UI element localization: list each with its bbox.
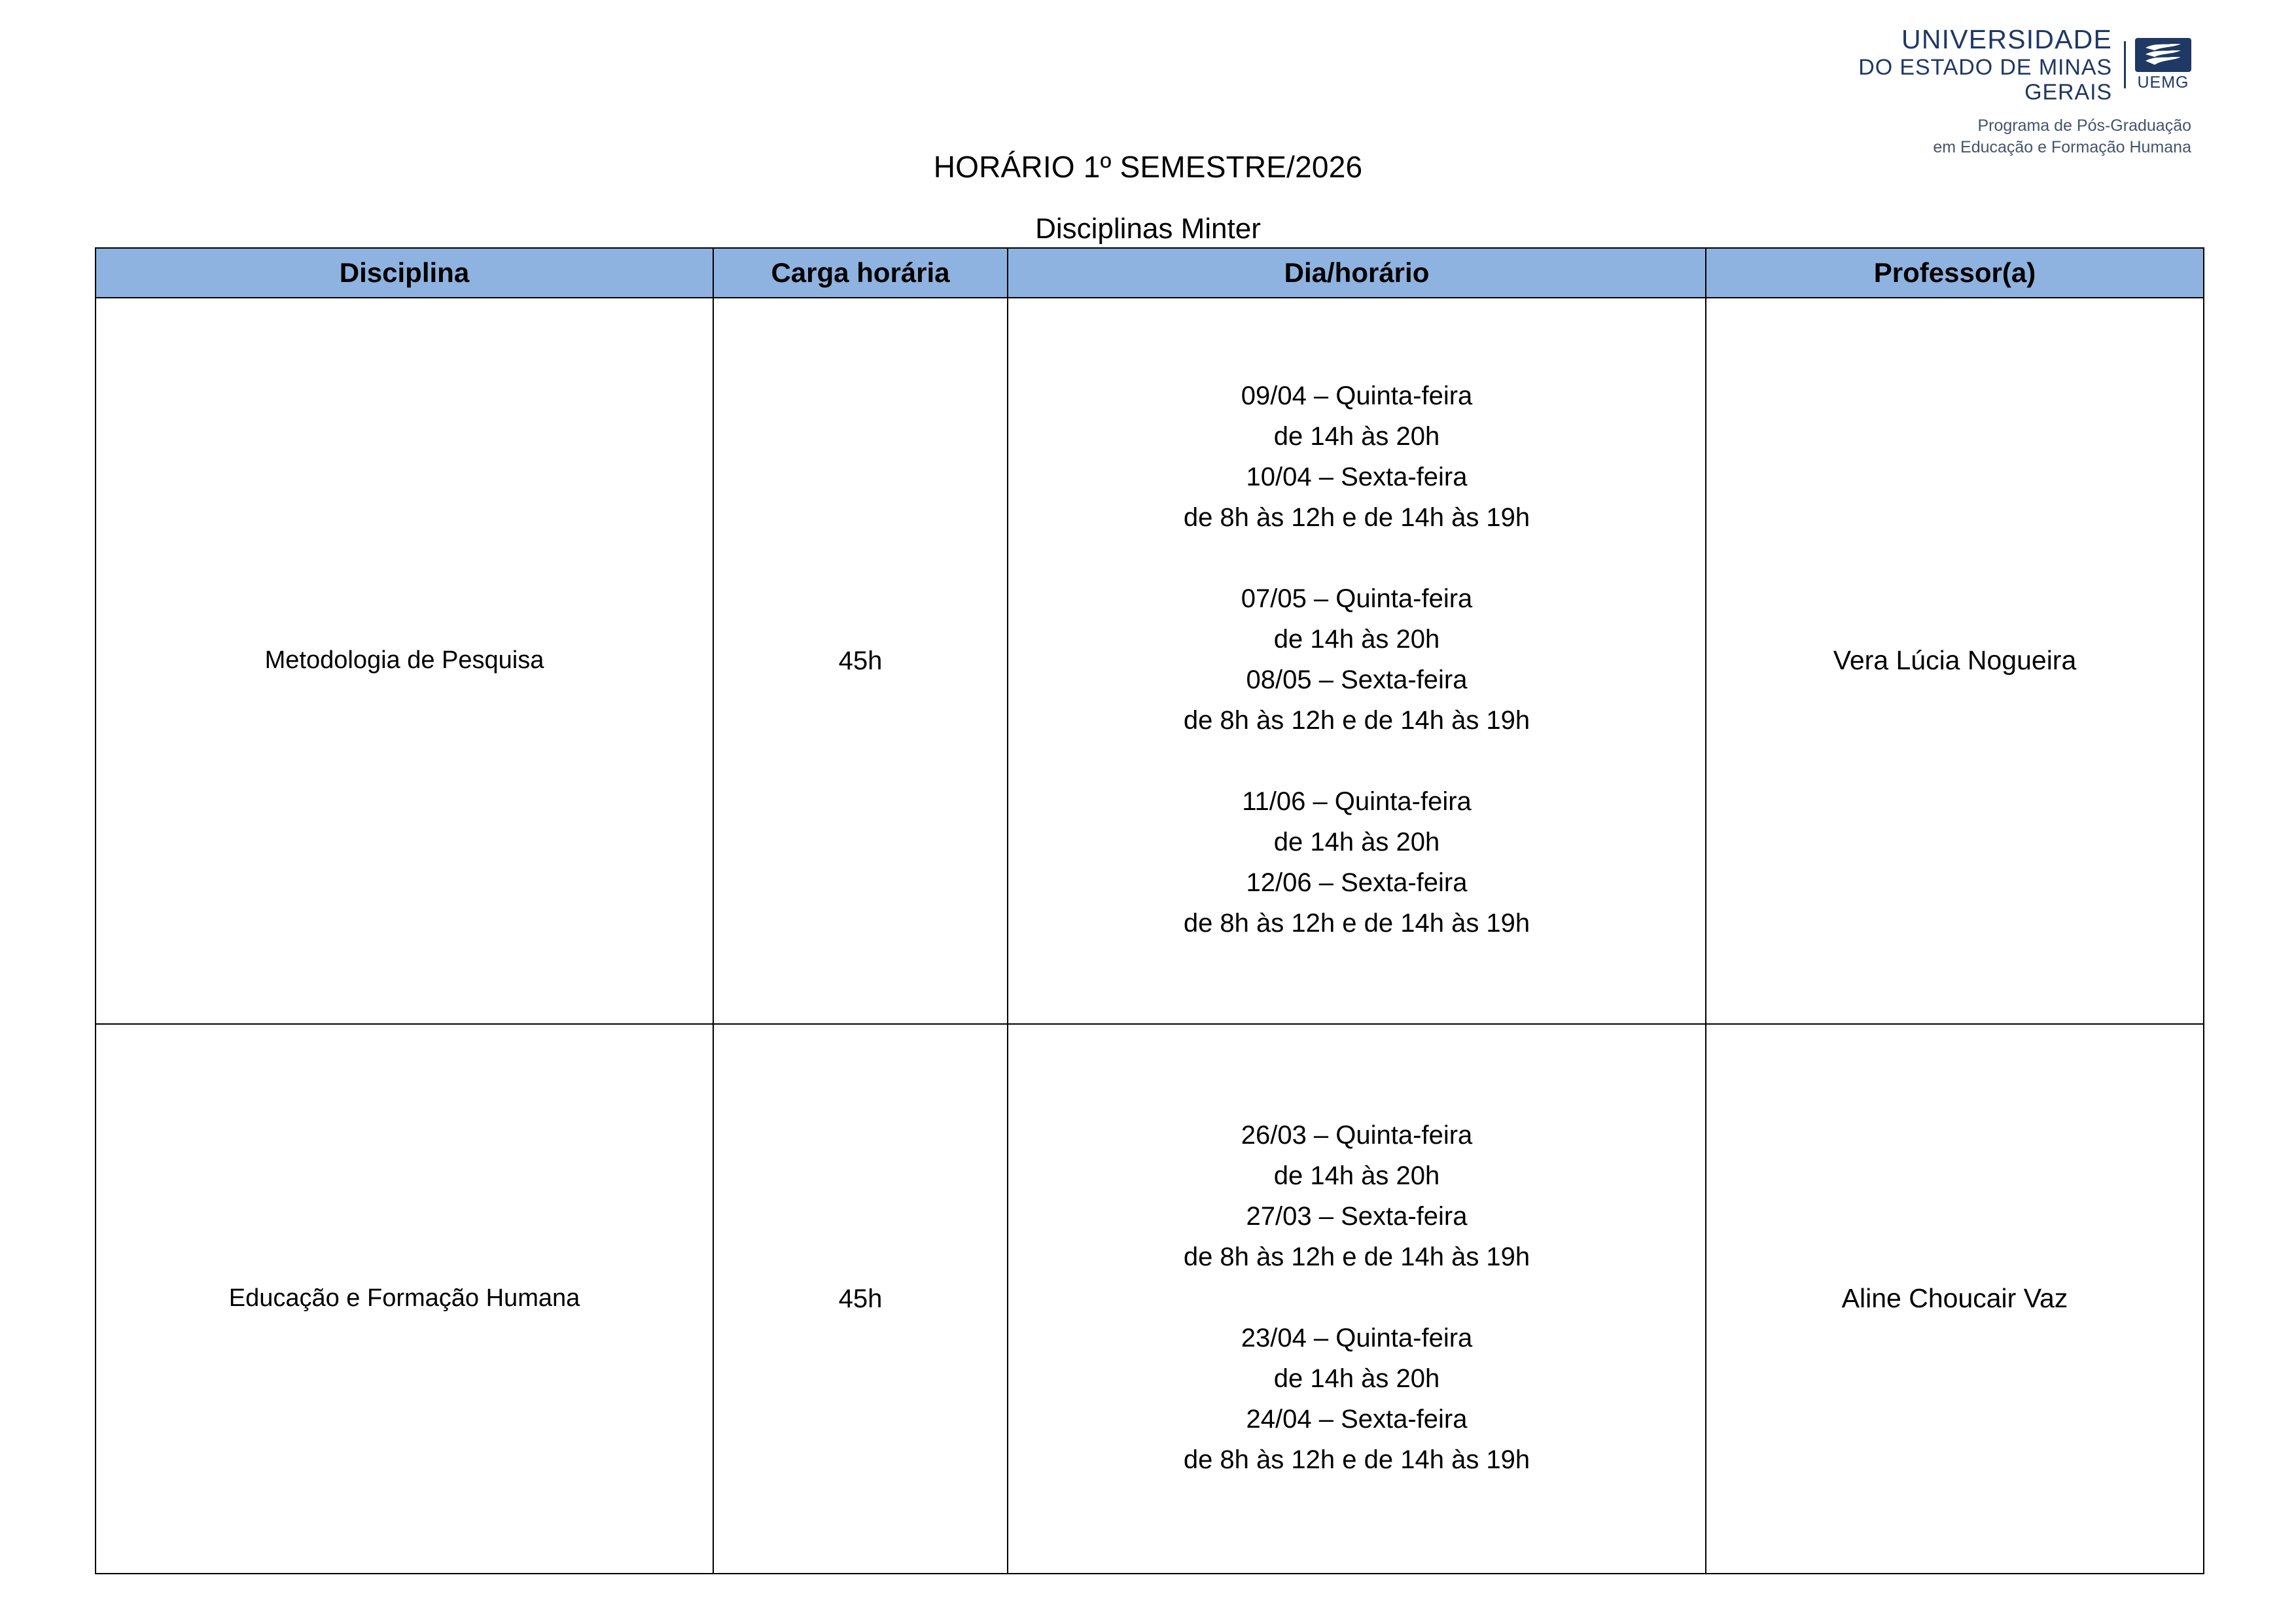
program-name-line-2: em Educação e Formação Humana [1933, 138, 2191, 157]
logo-mark [2124, 38, 2191, 92]
table-row [96, 1024, 2204, 1574]
schedule-line: 24/04 – Sexta-feira [1246, 1405, 1468, 1434]
schedule-line: 27/03 – Sexta-feira [1246, 1202, 1468, 1231]
schedule-line: de 14h às 20h [1273, 1364, 1440, 1393]
schedule-line: 07/05 – Quinta-feira [1241, 584, 1473, 613]
table-header-row [96, 248, 2204, 298]
cell-carga-horaria: 45h [713, 1024, 1008, 1574]
schedule-line: 11/06 – Quinta-feira [1242, 787, 1472, 816]
schedule-group [1015, 1318, 1699, 1480]
table-row [96, 298, 2204, 1024]
logo-line-2: DO ESTADO DE MINAS GERAIS [1858, 54, 2112, 105]
cell-professor: Vera Lúcia Nogueira [1706, 298, 2204, 1024]
logo-row [1773, 25, 2191, 105]
uemg-emblem-icon [2135, 38, 2191, 72]
uemg-badge-label: UEMG [2137, 73, 2189, 92]
cell-disciplina: Metodologia de Pesquisa [96, 298, 713, 1024]
uemg-badge [2135, 38, 2191, 92]
column-header-professor: Professor(a) [1706, 248, 2204, 298]
schedule-line: de 14h às 20h [1273, 1161, 1440, 1190]
program-name-line-1: Programa de Pós-Graduação [1977, 116, 2191, 135]
logo-wordmark [1773, 25, 2112, 105]
page-subtitle: Disciplinas Minter [1035, 213, 1261, 245]
schedule-group [1015, 376, 1699, 538]
schedule-line: de 14h às 20h [1273, 422, 1440, 451]
column-header-carga-horaria: Carga horária [713, 248, 1008, 298]
column-header-disciplina: Disciplina [96, 248, 713, 298]
column-header-dia-horario: Dia/horário [1008, 248, 1706, 298]
schedule-group [1015, 578, 1699, 741]
logo-line-1: UNIVERSIDADE [1901, 24, 2112, 54]
schedule-line: 12/06 – Sexta-feira [1246, 868, 1468, 897]
schedule-line: de 8h às 12h e de 14h às 19h [1183, 706, 1530, 735]
schedule-line: 09/04 – Quinta-feira [1241, 381, 1473, 410]
schedule-line: de 14h às 20h [1273, 625, 1440, 654]
schedule-line: 23/04 – Quinta-feira [1241, 1324, 1473, 1352]
cell-carga-horaria: 45h [713, 298, 1008, 1024]
schedule-group [1015, 1115, 1699, 1277]
schedule-line: de 14h às 20h [1273, 828, 1440, 856]
schedule-line: 08/05 – Sexta-feira [1246, 665, 1468, 694]
schedule-line: de 8h às 12h e de 14h às 19h [1183, 909, 1530, 938]
institutional-logo [1773, 25, 2191, 158]
schedule-group [1015, 781, 1699, 944]
cell-dia-horario [1008, 298, 1706, 1024]
schedule-line: 26/03 – Quinta-feira [1241, 1121, 1473, 1150]
schedule-line: de 8h às 12h e de 14h às 19h [1183, 503, 1530, 532]
cell-disciplina: Educação e Formação Humana [96, 1024, 713, 1574]
schedule-table [95, 247, 2204, 1574]
schedule-line: 10/04 – Sexta-feira [1246, 463, 1468, 491]
schedule-line: de 8h às 12h e de 14h às 19h [1183, 1243, 1530, 1271]
schedule-line: de 8h às 12h e de 14h às 19h [1183, 1445, 1530, 1474]
logo-divider [2124, 41, 2126, 88]
cell-professor: Aline Choucair Vaz [1706, 1024, 2204, 1574]
page-title: HORÁRIO 1º SEMESTRE/2026 [933, 150, 1363, 184]
cell-dia-horario [1008, 1024, 1706, 1574]
